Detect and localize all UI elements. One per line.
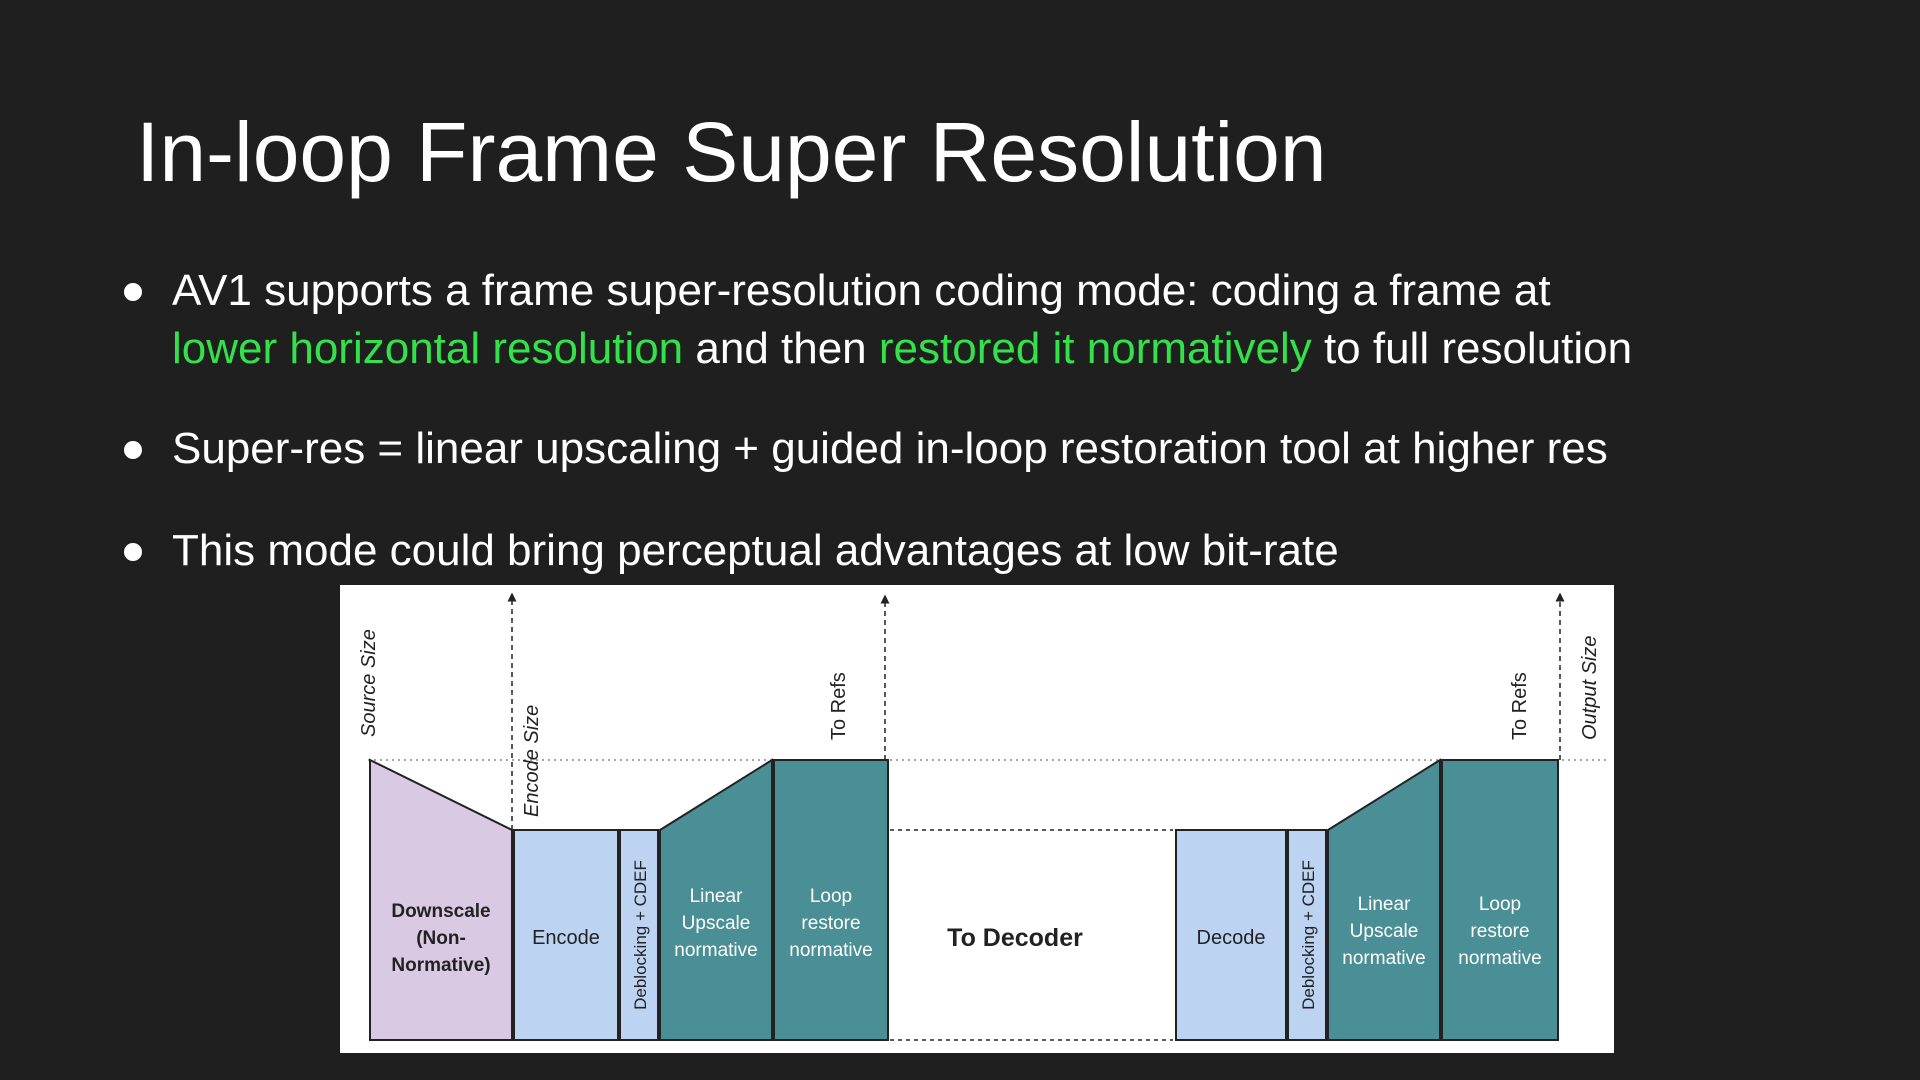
output-size-label: Output Size [1579, 635, 1601, 740]
bullet-3-text: This mode could bring perceptual advantages at low bit-rate [172, 526, 1339, 575]
deblocking-decoder-label: Deblocking + CDEF [1299, 860, 1318, 1010]
bullet-2-text: Super-res = linear upscaling + guided in-loop restoration tool at higher res [172, 424, 1608, 473]
deblocking-encoder-label: Deblocking + CDEF [631, 860, 650, 1010]
loop-restore-encoder-label-3: normative [789, 940, 873, 961]
bullet-1-part-1: AV1 supports a frame super-resolution coding mode: coding a frame at [172, 266, 1551, 315]
linear-upscale-decoder-label-2: Upscale [1349, 921, 1419, 942]
decode-label: Decode [1196, 927, 1266, 949]
slide-title: In-loop Frame Super Resolution [136, 105, 1327, 199]
linear-upscale-decoder-label-3: normative [1342, 948, 1426, 969]
loop-restore-decoder-label-1: Loop [1478, 894, 1522, 915]
loop-restore-encoder-label-2: restore [801, 913, 861, 934]
loop-restore-decoder-label-2: restore [1470, 921, 1530, 942]
downscale-label-2: (Non- [416, 928, 466, 949]
linear-upscale-decoder-label-1: Linear [1357, 894, 1411, 915]
downscale-label-1: Downscale [391, 901, 491, 922]
bullet-1-highlight-2: restored it normatively [878, 324, 1312, 373]
bullet-dot [124, 283, 142, 301]
encode-label: Encode [532, 927, 600, 949]
linear-upscale-encoder-label-1: Linear [689, 886, 743, 907]
loop-restore-decoder-label-3: normative [1458, 948, 1542, 969]
bullet-1-part-3: and then [683, 324, 879, 373]
downscale-label-3: Normative) [391, 955, 491, 976]
to-decoder-label: To Decoder [947, 924, 1083, 952]
source-size-label: Source Size [358, 629, 380, 737]
linear-upscale-encoder-label-3: normative [674, 940, 758, 961]
bullet-dot [124, 441, 142, 459]
bullet-1-text [172, 262, 1872, 378]
bullet-1-highlight-1: lower horizontal resolution [172, 324, 684, 373]
bullet-dot [124, 543, 142, 561]
to-refs-decoder-label: To Refs [1509, 672, 1531, 740]
encode-size-label: Encode Size [521, 704, 543, 817]
to-refs-encoder-label: To Refs [828, 672, 850, 740]
superres-pipeline-diagram [340, 585, 1614, 1053]
downscale-block [370, 760, 512, 1040]
bullet-1-part-5: to full resolution [1311, 324, 1633, 373]
linear-upscale-encoder-label-2: Upscale [681, 913, 751, 934]
loop-restore-encoder-label-1: Loop [809, 886, 853, 907]
